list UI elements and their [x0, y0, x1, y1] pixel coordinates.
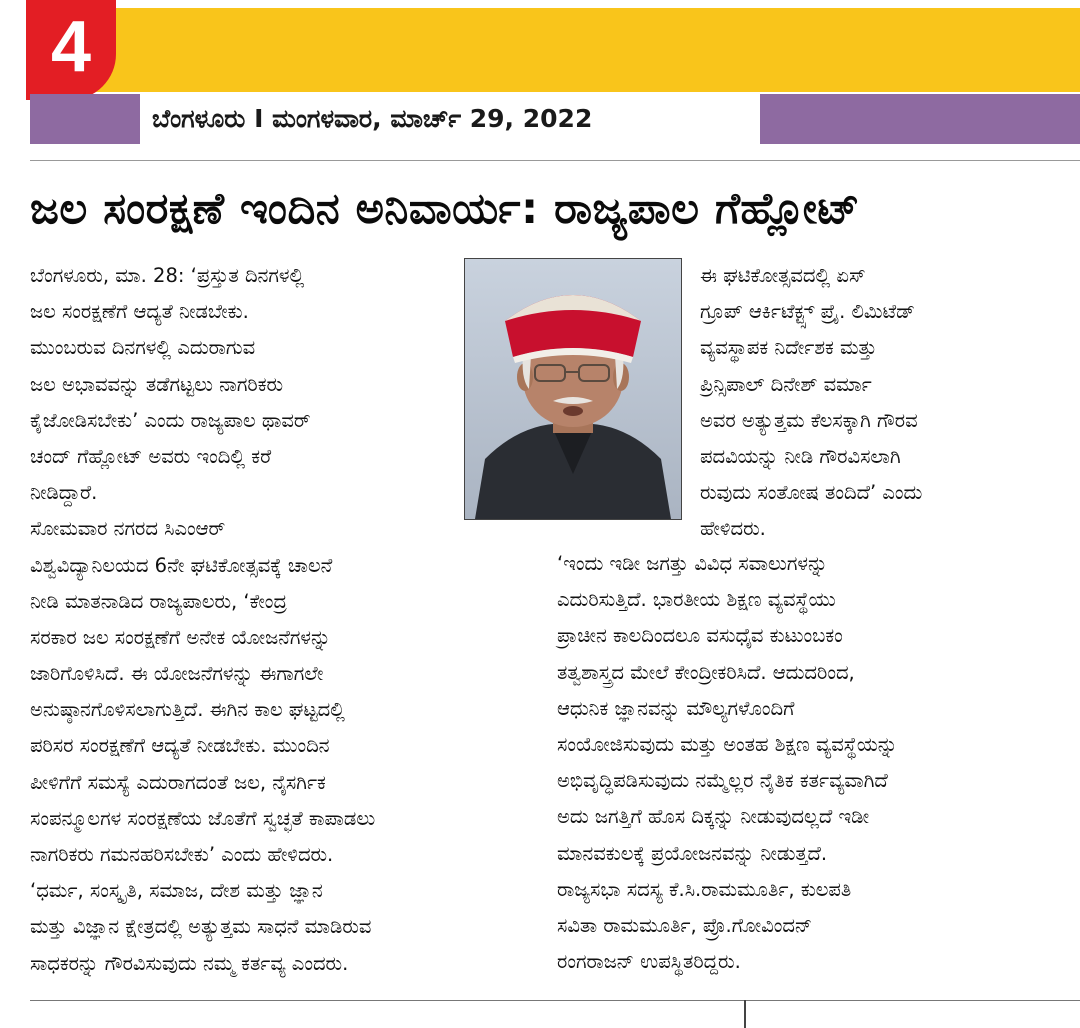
headline: ಜಲ ಸಂರಕ್ಷಣೆ ಇಂದಿನ ಅನಿವಾರ್ಯ: ರಾಜ್ಯಪಾಲ ಗೆಹ್ಲೋಟ್	[30, 184, 860, 234]
article-line: ಹೇಳಿದರು.	[700, 517, 766, 541]
article-line: ಪೀಳಿಗೆಗೆ ಸಮಸ್ಯೆ ಎದುರಾಗದಂತೆ ಜಲ, ನೈಸರ್ಗಿಕ	[30, 770, 326, 794]
article-line: ತತ್ವಶಾಸ್ತ್ರದ ಮೇಲೆ ಕೇಂದ್ರೀಕರಿಸಿದೆ. ಆದುದರಿಂದ,	[557, 660, 855, 684]
article-line: ನೀಡಿದ್ದಾರೆ.	[30, 481, 98, 505]
article-line: ‘ಧರ್ಮ, ಸಂಸ್ಕೃತಿ, ಸಮಾಜ, ದೇಶ ಮತ್ತು ಜ್ಞಾನ	[30, 879, 323, 903]
header-yellow-band	[30, 8, 1080, 92]
article-line: ಅದು ಜಗತ್ತಿಗೆ ಹೊಸ ದಿಕ್ಕನ್ನು ನೀಡುವುದಲ್ಲದೆ ಇಡೀ	[557, 805, 870, 829]
article-line: ಪ್ರಾಚೀನ ಕಾಲದಿಂದಲೂ ವಸುಧೈವ ಕುಟುಂಬಕಂ	[557, 624, 843, 648]
article-line: ಮುಂಬರುವ ದಿನಗಳಲ್ಲಿ ಎದುರಾಗುವ	[30, 336, 256, 360]
header-purple-band-left	[30, 94, 140, 144]
article-line: ಬೆಂಗಳೂರು, ಮಾ. 28: ‘ಪ್ರಸ್ತುತ ದಿನಗಳಲ್ಲಿ	[30, 264, 305, 287]
page-number: 4	[50, 7, 92, 87]
page-number-badge	[26, 0, 116, 100]
divider-bottom	[30, 1000, 1080, 1001]
article-column-right-top	[700, 258, 1078, 548]
article-line: ಸಂಯೋಜಿಸುವುದು ಮತ್ತು ಅಂತಹ ಶಿಕ್ಷಣ ವ್ಯವಸ್ಥೆಯನ್ನು	[557, 732, 898, 756]
article-line: ‘ಇಂದು ಇಡೀ ಜಗತ್ತು ವಿವಿಧ ಸವಾಲುಗಳನ್ನು	[557, 552, 828, 575]
article-line: ಸೋಮವಾರ ನಗರದ ಸಿಎಂಆರ್	[30, 517, 226, 541]
article-line: ಅನುಷ್ಠಾನಗೊಳಿಸಲಾಗುತ್ತಿದೆ. ಈಗಿನ ಕಾಲ ಘಟ್ಟದಲ್ಲಿ	[30, 698, 345, 722]
article-line: ಮಾನವಕುಲಕ್ಕೆ ಪ್ರಯೋಜನವನ್ನು ನೀಡುತ್ತದೆ.	[557, 841, 828, 865]
article-line: ಎದುರಿಸುತ್ತಿದೆ. ಭಾರತೀಯ ಶಿಕ್ಷಣ ವ್ಯವಸ್ಥೆಯು	[557, 588, 836, 612]
article-line: ಸಂಪನ್ಮೂಲಗಳ ಸಂರಕ್ಷಣೆಯ ಜೊತೆಗೆ ಸ್ವಚ್ಛತೆ ಕಾಪಾಡಲು	[30, 806, 376, 830]
article-line: ಮತ್ತು ವಿಜ್ಞಾನ ಕ್ಷೇತ್ರದಲ್ಲಿ ಅತ್ಯುತ್ತಮ ಸಾಧನೆ ಮಾಡಿರುವ	[30, 915, 372, 939]
article-line: ರಂಗರಾಜನ್ ಉಪಸ್ಥಿತರಿದ್ದರು.	[557, 950, 741, 974]
dateline: ಬೆಂಗಳೂರು I ಮಂಗಳವಾರ, ಮಾರ್ಚ್ 29, 2022	[152, 104, 593, 133]
article-line: ಪ್ರಿನ್ಸಿಪಾಲ್ ದಿನೇಶ್ ವರ್ಮಾ	[700, 372, 872, 396]
article-line: ಪದವಿಯನ್ನು ನೀಡಿ ಗೌರವಿಸಲಾಗಿ	[700, 444, 901, 468]
article-line: ಕೈಜೋಡಿಸಬೇಕು’ ಎಂದು ರಾಜ್ಯಪಾಲ ಥಾವರ್	[30, 408, 311, 432]
article-line: ಜಲ ಅಭಾವವನ್ನು ತಡೆಗಟ್ಟಲು ನಾಗರಿಕರು	[30, 372, 284, 396]
article-line: ವಿಶ್ವವಿದ್ಯಾನಿಲಯದ 6ನೇ ಘಟಿಕೋತ್ಸವಕ್ಕೆ ಚಾಲನೆ	[30, 553, 333, 577]
article-line: ನೀಡಿ ಮಾತನಾಡಿದ ರಾಜ್ಯಪಾಲರು, ‘ಕೇಂದ್ರ	[30, 589, 287, 613]
article-line: ಸವಿತಾ ರಾಮಮೂರ್ತಿ, ಪ್ರೊ.ಗೋವಿಂದನ್	[557, 913, 813, 937]
article-line: ಗ್ರೂಪ್ ಆರ್ಕಿಟೆಕ್ಟ್ಸ್ ಪ್ರೈ. ಲಿಮಿಟೆಡ್	[700, 300, 915, 324]
article-line: ಅವರ ಅತ್ಯುತ್ತಮ ಕೆಲಸಕ್ಕಾಗಿ ಗೌರವ	[700, 408, 918, 432]
article-line: ಈ ಘಟಿಕೋತ್ಸವದಲ್ಲಿ ಏಸ್	[700, 264, 866, 287]
article-line: ಜಲ ಸಂರಕ್ಷಣೆಗೆ ಆದ್ಯತೆ ನೀಡಬೇಕು.	[30, 300, 249, 324]
article-line: ವ್ಯವಸ್ಥಾಪಕ ನಿರ್ದೇಶಕ ಮತ್ತು	[700, 336, 877, 360]
portrait-image	[465, 259, 681, 519]
article-line: ಆಧುನಿಕ ಜ್ಞಾನವನ್ನು ಮೌಲ್ಯಗಳೊಂದಿಗೆ	[557, 696, 795, 720]
article-line: ಅಭಿವೃದ್ಧಿಪಡಿಸುವುದು ನಮ್ಮೆಲ್ಲರ ನೈತಿಕ ಕರ್ತವ್ಯವಾಗಿದೆ	[557, 769, 888, 793]
article-line: ಸರಕಾರ ಜಲ ಸಂರಕ್ಷಣೆಗೆ ಅನೇಕ ಯೋಜನೆಗಳನ್ನು	[30, 625, 331, 649]
column-divider	[744, 1000, 746, 1028]
article-line: ಪರಿಸರ ಸಂರಕ್ಷಣೆಗೆ ಆದ್ಯತೆ ನೀಡಬೇಕು. ಮುಂದಿನ	[30, 734, 330, 758]
header-purple-band-right	[760, 94, 1080, 144]
article-line: ಸಾಧಕರನ್ನು ಗೌರವಿಸುವುದು ನಮ್ಮ ಕರ್ತವ್ಯ ಎಂದರು.	[30, 951, 349, 975]
divider-top	[30, 160, 1080, 161]
article-line: ರಾಜ್ಯಸಭಾ ಸದಸ್ಯ ಕೆ.ಸಿ.ರಾಮಮೂರ್ತಿ, ಕುಲಪತಿ	[557, 877, 852, 901]
article-line: ಜಾರಿಗೊಳಿಸಿದೆ. ಈ ಯೋಜನೆಗಳನ್ನು ಈಗಾಗಲೇ	[30, 662, 324, 686]
article-line: ನಾಗರಿಕರು ಗಮನಹರಿಸಬೇಕು’ ಎಂದು ಹೇಳಿದರು.	[30, 843, 334, 866]
article-line: ಚಂದ್ ಗೆಹ್ಲೋಟ್ ಅವರು ಇಂದಿಲ್ಲಿ ಕರೆ	[30, 444, 272, 468]
article-line: ರುವುದು ಸಂತೋಷ ತಂದಿದೆ’ ಎಂದು	[700, 481, 923, 505]
governor-photo	[464, 258, 682, 520]
article-column-right-bottom	[557, 546, 1077, 980]
